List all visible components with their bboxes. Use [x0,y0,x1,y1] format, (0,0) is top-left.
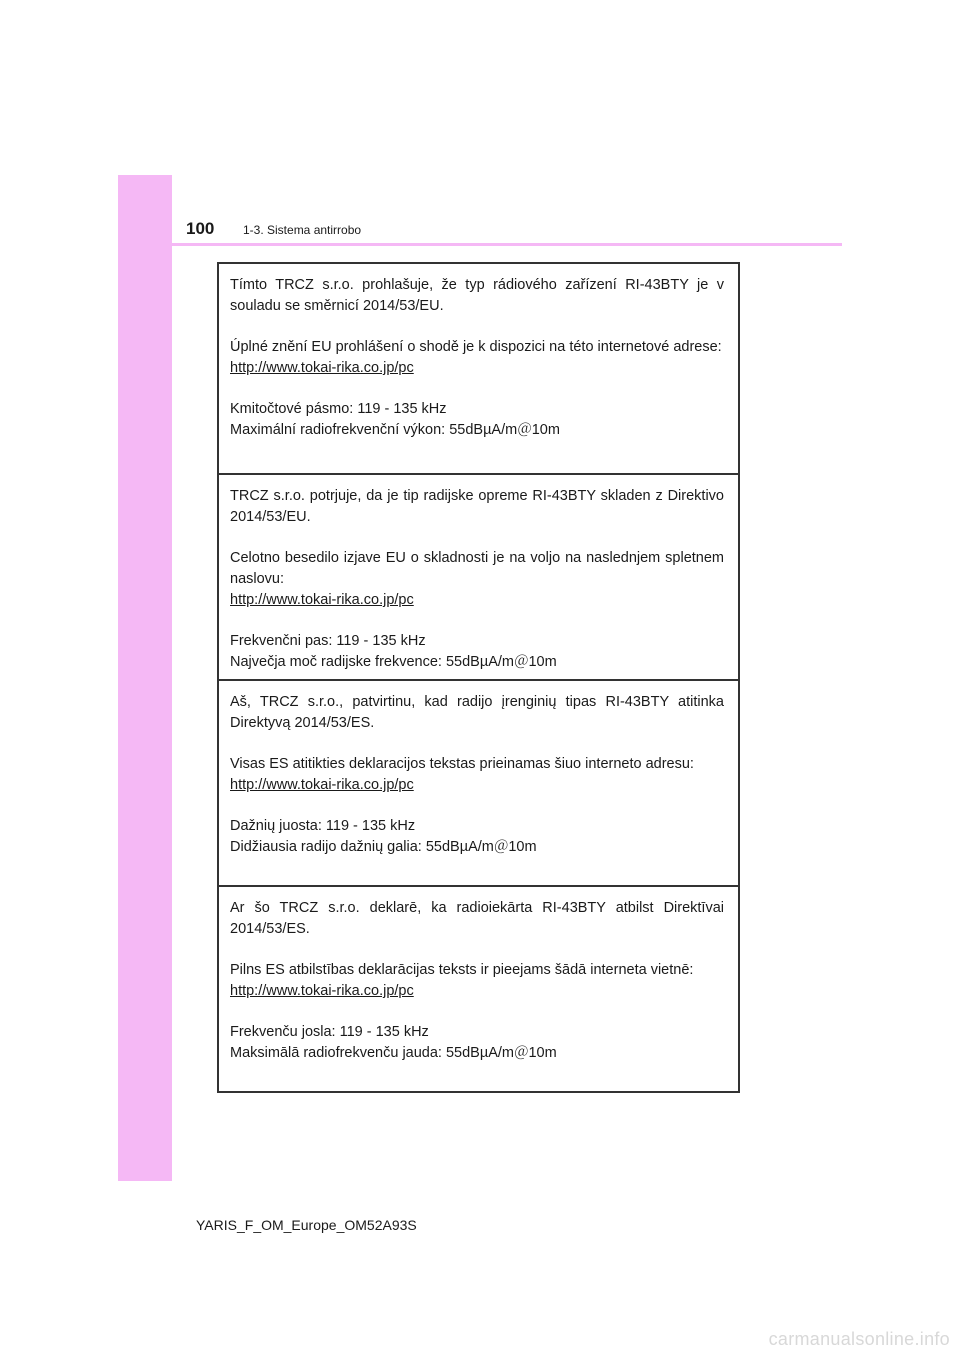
notice-block-slovenian [219,473,738,679]
full-text-info: Visas ES atitikties deklaracijos tekstas prieinamas šiuo interneto adresu: [230,756,694,772]
declaration-text: TRCZ s.r.o. potrjuje, da je tip radijske opreme RI-43BTY skladen z Direktivo 2014/53/EU. [230,488,724,525]
declaration-text: Ar šo TRCZ s.r.o. deklarē, ka radioiekārta RI-43BTY atbilst Direktīvai 2014/53/ES. [230,900,724,937]
max-power: Maksimālā radiofrekvenču jauda: 55dBµA/m＠10m [230,1045,557,1061]
max-power: Didžiausia radijo dažnių galia: 55dBµA/m＠10m [230,839,537,855]
document-code: YARIS_F_OM_Europe_OM52A93S [196,1217,417,1233]
full-text-info: Pilns ES atbilstības deklarācijas teksts ir pieejams šādā interneta vietnē: [230,962,694,978]
declaration-url-link[interactable]: http://www.tokai-rika.co.jp/pc [230,360,414,376]
notice-block-latvian [219,885,738,1091]
declaration-url-link[interactable]: http://www.tokai-rika.co.jp/pc [230,592,414,608]
frequency-band: Frekvenčni pas: 119 - 135 kHz [230,633,426,649]
frequency-band: Dažnių juosta: 119 - 135 kHz [230,818,416,834]
site-watermark: carmanualsonline.info [768,1329,950,1349]
full-text-info: Celotno besedilo izjave EU o skladnosti je na voljo na naslednjem spletnem naslovu: [230,550,724,587]
side-color-strip [118,175,172,1181]
declaration-url-link[interactable]: http://www.tokai-rika.co.jp/pc [230,983,414,999]
header-divider [172,243,842,246]
max-power: Maximální radiofrekvenční výkon: 55dBµA/m＠10m [230,422,560,438]
notice-block-lithuanian [219,679,738,885]
full-text-info: Úplné znění EU prohlášení o shodě je k dispozici na této internetové adrese: [230,339,722,355]
declaration-text: Tímto TRCZ s.r.o. prohlašuje, že typ rádiového zařízení RI-43BTY je v souladu se směrnicí 2014/53/EU. [230,277,724,314]
declaration-url-link[interactable]: http://www.tokai-rika.co.jp/pc [230,777,414,793]
notice-block-czech [219,264,738,473]
declaration-text: Aš, TRCZ s.r.o., patvirtinu, kad radijo įrenginių tipas RI-43BTY atitinka Direktyvą 2014/53/ES. [230,694,724,731]
section-title: 1-3. Sistema antirrobo [243,223,362,237]
page-number: 100 [186,219,215,238]
frequency-band: Kmitočtové pásmo: 119 - 135 kHz [230,401,447,417]
compliance-notice-table [217,262,740,1093]
frequency-band: Frekvenču josla: 119 - 135 kHz [230,1024,429,1040]
max-power: Največja moč radijske frekvence: 55dBµA/m＠10m [230,654,557,670]
